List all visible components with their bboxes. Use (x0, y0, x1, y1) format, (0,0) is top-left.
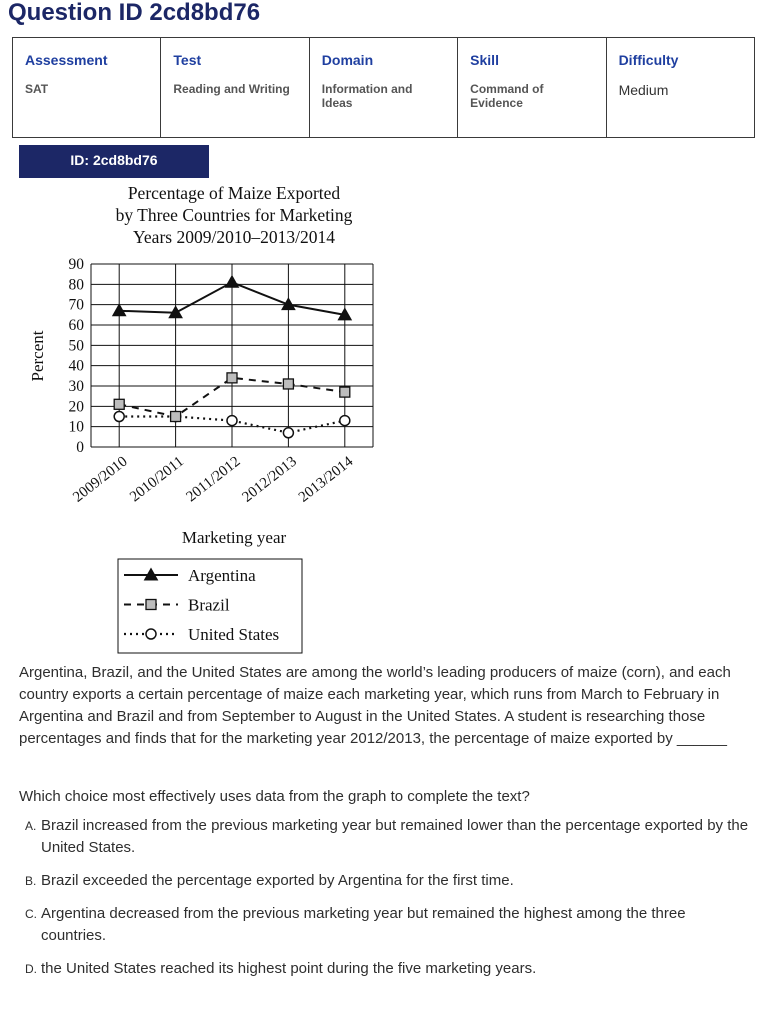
point-brazil-4 (340, 387, 350, 397)
meta-value-difficulty: Medium (618, 82, 669, 98)
y-tick-label-20: 20 (68, 398, 84, 416)
y-tick-label-60: 60 (68, 317, 84, 334)
question-metadata-table (12, 37, 755, 138)
choice-letter-d: D. (25, 962, 37, 976)
y-tick-label-90: 90 (68, 256, 84, 273)
choice-letter-c: C. (25, 907, 37, 921)
answer-choices (19, 815, 749, 991)
x-tick-label-0: 2009/2010 (70, 453, 131, 506)
x-tick-label-3: 2012/2013 (239, 453, 300, 506)
meta-header-assessment: Assessment (25, 52, 108, 68)
point-united-states-0 (114, 412, 124, 422)
point-united-states-2 (227, 416, 237, 426)
choice-text-b: Brazil exceeded the percentage exported by Argentina for the first time. (41, 872, 514, 889)
x-axis-tick-labels (70, 453, 356, 505)
meta-header-domain: Domain (321, 52, 374, 68)
choice-text-d: the United States reached its highest point during the five marketing years. (41, 960, 537, 977)
point-united-states-3 (283, 428, 293, 438)
choice-letter-a: A. (25, 819, 37, 833)
chart-title-line-2: by Three Countries for Marketing (115, 205, 353, 225)
point-brazil-2 (227, 373, 237, 383)
y-tick-label-40: 40 (68, 357, 84, 375)
legend-marker-brazil (146, 600, 156, 610)
legend-label-brazil: Brazil (188, 595, 230, 615)
answer-choice-d[interactable] (19, 958, 749, 980)
x-axis-label: Marketing year (181, 528, 287, 547)
meta-value-domain: Information and Ideas (321, 82, 413, 110)
point-brazil-0 (114, 399, 124, 409)
y-tick-label-10: 10 (68, 418, 84, 436)
meta-value-skill: Command of Evidence (470, 82, 544, 110)
y-axis-label: Percent (28, 330, 47, 382)
chart-title-line-1: Percentage of Maize Exported (127, 183, 341, 203)
y-tick-label-0: 0 (76, 439, 84, 456)
maize-export-line-chart (0, 178, 420, 658)
answer-choice-c[interactable] (19, 903, 749, 947)
choice-text-a: Brazil increased from the previous marketing year but remained lower than the percentage exported by the United States. (41, 817, 749, 856)
meta-header-test: Test (173, 52, 202, 68)
y-axis-tick-labels (69, 256, 85, 456)
y-tick-label-30: 30 (68, 378, 84, 395)
point-brazil-1 (171, 412, 181, 422)
legend-label-argentina: Argentina (188, 566, 256, 585)
y-tick-label-70: 70 (68, 296, 84, 314)
chart-title (116, 183, 353, 247)
x-tick-label-1: 2010/2011 (127, 453, 188, 506)
meta-value-test: Reading and Writing (173, 82, 290, 96)
answer-choice-a[interactable] (19, 815, 749, 859)
answer-choice-b[interactable] (19, 870, 749, 892)
question-id-badge: ID: 2cd8bd76 (19, 145, 209, 178)
point-argentina-2 (226, 276, 239, 288)
x-tick-label-4: 2013/2014 (295, 453, 357, 506)
meta-cell-test (161, 38, 309, 138)
question-prompt: Which choice most effectively uses data from the graph to complete the text? (19, 788, 530, 805)
meta-header-difficulty: Difficulty (618, 52, 679, 68)
meta-cell-assessment (13, 38, 161, 138)
chart-legend (118, 559, 302, 653)
meta-value-assessment: SAT (25, 82, 49, 96)
choice-letter-b: B. (25, 874, 37, 888)
legend-marker-united-states (146, 629, 156, 639)
legend-label-united-states: United States (188, 625, 280, 644)
passage-text: Argentina, Brazil, and the United States are among the world’s leading producers of maize (corn), and each country exports a certain percentage of maize each marketing year, which runs from March to February in Argentina and Brazil and from September to August in the United States. A student is researching those percentages and finds that for the marketing year 2012/2013, the percentage of maize exported by ______ (19, 664, 731, 747)
choice-text-c: Argentina decreased from the previous marketing year but remained the highest among the three countries. (41, 905, 686, 944)
meta-cell-skill (458, 38, 606, 138)
chart-title-line-3: Years 2009/2010–2013/2014 (133, 227, 335, 247)
x-tick-label-2: 2011/2012 (183, 453, 244, 506)
meta-header-skill: Skill (470, 52, 499, 68)
y-tick-label-80: 80 (68, 276, 84, 294)
point-brazil-3 (283, 379, 293, 389)
page-title: Question ID 2cd8bd76 (8, 0, 261, 26)
point-united-states-4 (340, 416, 350, 426)
y-tick-label-50: 50 (68, 337, 84, 355)
meta-cell-domain (309, 38, 457, 138)
meta-cell-difficulty (606, 38, 754, 138)
